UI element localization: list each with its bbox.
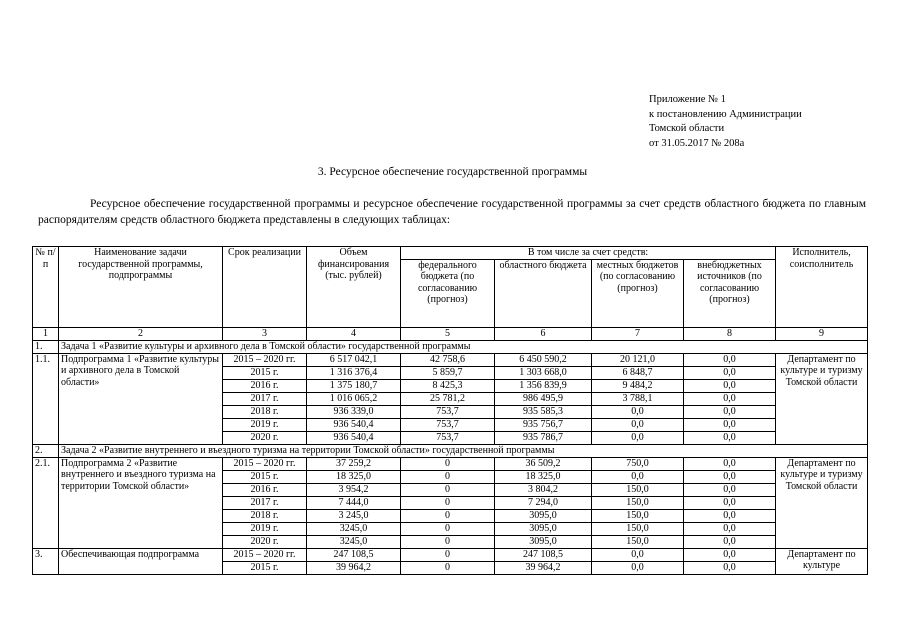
volume-cell: 1 316 376,4 — [307, 366, 401, 379]
volume-cell: 936 540,4 — [307, 431, 401, 444]
header-federal: федерального бюджета (по согласованию (прогноз) — [401, 259, 495, 327]
regional-cell: 3095,0 — [495, 522, 592, 535]
task-number: 2. — [33, 444, 59, 457]
header-regional: областного бюджета — [495, 259, 592, 327]
intro-paragraph: Ресурсное обеспечение государственной программы и ресурсное обеспечение государственной программы за счет средств областного бюджета по главным распорядителям средств областного бюджета представлены в следующих таблицах: — [38, 198, 866, 226]
subprogram-name: Подпрограмма 2 «Развитие внутреннего и въездного туризма на территории Томской области» — [59, 457, 223, 548]
header-name: Наименование задачи государственной программы, подпрограммы — [59, 247, 223, 328]
period-cell: 2017 г. — [223, 392, 307, 405]
period-cell: 2018 г. — [223, 405, 307, 418]
period-cell: 2018 г. — [223, 509, 307, 522]
local-cell: 0,0 — [592, 431, 684, 444]
period-cell: 2015 – 2020 гг. — [223, 548, 307, 561]
federal-cell: 0 — [401, 483, 495, 496]
volume-cell: 936 339,0 — [307, 405, 401, 418]
extra-cell: 0,0 — [684, 405, 776, 418]
local-cell: 0,0 — [592, 405, 684, 418]
task-title: Задача 1 «Развитие культуры и архивного дела в Томской области» государственной программы — [59, 340, 868, 353]
federal-cell: 753,7 — [401, 418, 495, 431]
volume-cell: 3245,0 — [307, 535, 401, 548]
volume-cell: 37 259,2 — [307, 457, 401, 470]
section-title: 3. Ресурсное обеспечение государственной программы — [317, 166, 588, 178]
volume-cell: 39 964,2 — [307, 561, 401, 574]
federal-cell: 5 859,7 — [401, 366, 495, 379]
volume-cell: 6 517 042,1 — [307, 353, 401, 366]
regional-cell: 39 964,2 — [495, 561, 592, 574]
period-cell: 2016 г. — [223, 483, 307, 496]
regional-cell: 247 108,5 — [495, 548, 592, 561]
federal-cell: 0 — [401, 457, 495, 470]
local-cell: 6 848,7 — [592, 366, 684, 379]
regional-cell: 3095,0 — [495, 509, 592, 522]
resource-table — [32, 246, 868, 575]
extra-cell: 0,0 — [684, 379, 776, 392]
task-row — [33, 444, 868, 457]
extra-cell: 0,0 — [684, 470, 776, 483]
regional-cell: 6 450 590,2 — [495, 353, 592, 366]
extra-cell: 0,0 — [684, 392, 776, 405]
local-cell: 750,0 — [592, 457, 684, 470]
federal-cell: 42 758,6 — [401, 353, 495, 366]
column-number: 4 — [307, 327, 401, 340]
extra-cell: 0,0 — [684, 561, 776, 574]
regional-cell: 986 495,9 — [495, 392, 592, 405]
subprogram-name: Обеспечивающая подпрограмма — [59, 548, 223, 574]
appendix-block — [649, 93, 802, 151]
local-cell: 150,0 — [592, 496, 684, 509]
period-cell: 2015 г. — [223, 470, 307, 483]
local-cell: 0,0 — [592, 470, 684, 483]
column-number: 3 — [223, 327, 307, 340]
appendix-line: от 31.05.2017 № 208а — [649, 137, 745, 149]
extra-cell: 0,0 — [684, 418, 776, 431]
period-cell: 2015 – 2020 гг. — [223, 353, 307, 366]
regional-cell: 18 325,0 — [495, 470, 592, 483]
row-number: 2.1. — [33, 457, 59, 548]
federal-cell: 0 — [401, 496, 495, 509]
local-cell: 9 484,2 — [592, 379, 684, 392]
header-volume: Объем финансирования (тыс. рублей) — [307, 247, 401, 328]
period-cell: 2015 г. — [223, 561, 307, 574]
table-row — [33, 353, 868, 366]
appendix-line: Томской области — [649, 123, 725, 134]
header-extra: внебюджетных источников (по согласованию (прогноз) — [684, 259, 776, 327]
column-number: 5 — [401, 327, 495, 340]
local-cell: 0,0 — [592, 548, 684, 561]
federal-cell: 8 425,3 — [401, 379, 495, 392]
column-number: 1 — [33, 327, 59, 340]
regional-cell: 7 294,0 — [495, 496, 592, 509]
column-number: 9 — [776, 327, 868, 340]
header-term: Срок реализации — [223, 247, 307, 328]
appendix-line: Приложение № 1 — [649, 94, 726, 105]
period-cell: 2017 г. — [223, 496, 307, 509]
extra-cell: 0,0 — [684, 509, 776, 522]
local-cell: 3 788,1 — [592, 392, 684, 405]
task-number: 1. — [33, 340, 59, 353]
period-cell: 2020 г. — [223, 431, 307, 444]
column-number: 2 — [59, 327, 223, 340]
row-number: 3. — [33, 548, 59, 574]
task-title: Задача 2 «Развитие внутреннего и въездного туризма на территории Томской области» государственной программы — [59, 444, 868, 457]
regional-cell: 36 509,2 — [495, 457, 592, 470]
table-row — [33, 457, 868, 470]
executor-cell: Департамент по культуре и туризму Томской области — [776, 353, 868, 444]
federal-cell: 0 — [401, 548, 495, 561]
header-num: № п/п — [33, 247, 59, 328]
local-cell: 20 121,0 — [592, 353, 684, 366]
extra-cell: 0,0 — [684, 522, 776, 535]
column-number: 6 — [495, 327, 592, 340]
federal-cell: 0 — [401, 470, 495, 483]
federal-cell: 753,7 — [401, 405, 495, 418]
local-cell: 0,0 — [592, 561, 684, 574]
regional-cell: 3 804,2 — [495, 483, 592, 496]
column-number: 8 — [684, 327, 776, 340]
period-cell: 2016 г. — [223, 379, 307, 392]
volume-cell: 1 016 065,2 — [307, 392, 401, 405]
period-cell: 2019 г. — [223, 418, 307, 431]
task-row — [33, 340, 868, 353]
extra-cell: 0,0 — [684, 483, 776, 496]
header-including: В том числе за счет средств: — [401, 247, 776, 260]
volume-cell: 3245,0 — [307, 522, 401, 535]
volume-cell: 247 108,5 — [307, 548, 401, 561]
period-cell: 2019 г. — [223, 522, 307, 535]
federal-cell: 0 — [401, 561, 495, 574]
row-number: 1.1. — [33, 353, 59, 444]
local-cell: 0,0 — [592, 418, 684, 431]
volume-cell: 3 954,2 — [307, 483, 401, 496]
extra-cell: 0,0 — [684, 496, 776, 509]
regional-cell: 1 356 839,9 — [495, 379, 592, 392]
volume-cell: 1 375 180,7 — [307, 379, 401, 392]
volume-cell: 7 444,0 — [307, 496, 401, 509]
period-cell: 2015 г. — [223, 366, 307, 379]
regional-cell: 935 585,3 — [495, 405, 592, 418]
extra-cell: 0,0 — [684, 366, 776, 379]
local-cell: 150,0 — [592, 535, 684, 548]
header-executor: Исполнитель, соисполнитель — [776, 247, 868, 328]
period-cell: 2020 г. — [223, 535, 307, 548]
extra-cell: 0,0 — [684, 548, 776, 561]
extra-cell: 0,0 — [684, 431, 776, 444]
header-local: местных бюджетов (по согласованию (прогноз) — [592, 259, 684, 327]
federal-cell: 753,7 — [401, 431, 495, 444]
volume-cell: 936 540,4 — [307, 418, 401, 431]
local-cell: 150,0 — [592, 509, 684, 522]
local-cell: 150,0 — [592, 483, 684, 496]
extra-cell: 0,0 — [684, 353, 776, 366]
extra-cell: 0,0 — [684, 457, 776, 470]
table-row — [33, 548, 868, 561]
volume-cell: 18 325,0 — [307, 470, 401, 483]
regional-cell: 1 303 668,0 — [495, 366, 592, 379]
executor-cell: Департамент по культуре — [776, 548, 868, 574]
federal-cell: 25 781,2 — [401, 392, 495, 405]
regional-cell: 935 756,7 — [495, 418, 592, 431]
executor-cell: Департамент по культуре и туризму Томской области — [776, 457, 868, 548]
federal-cell: 0 — [401, 535, 495, 548]
column-number: 7 — [592, 327, 684, 340]
local-cell: 150,0 — [592, 522, 684, 535]
column-numbers-row — [33, 327, 868, 340]
period-cell: 2015 – 2020 гг. — [223, 457, 307, 470]
regional-cell: 3095,0 — [495, 535, 592, 548]
regional-cell: 935 786,7 — [495, 431, 592, 444]
federal-cell: 0 — [401, 509, 495, 522]
subprogram-name: Подпрограмма 1 «Развитие культуры и архивного дела в Томской области» — [59, 353, 223, 444]
extra-cell: 0,0 — [684, 535, 776, 548]
federal-cell: 0 — [401, 522, 495, 535]
volume-cell: 3 245,0 — [307, 509, 401, 522]
appendix-line: к постановлению Администрации — [649, 108, 802, 120]
